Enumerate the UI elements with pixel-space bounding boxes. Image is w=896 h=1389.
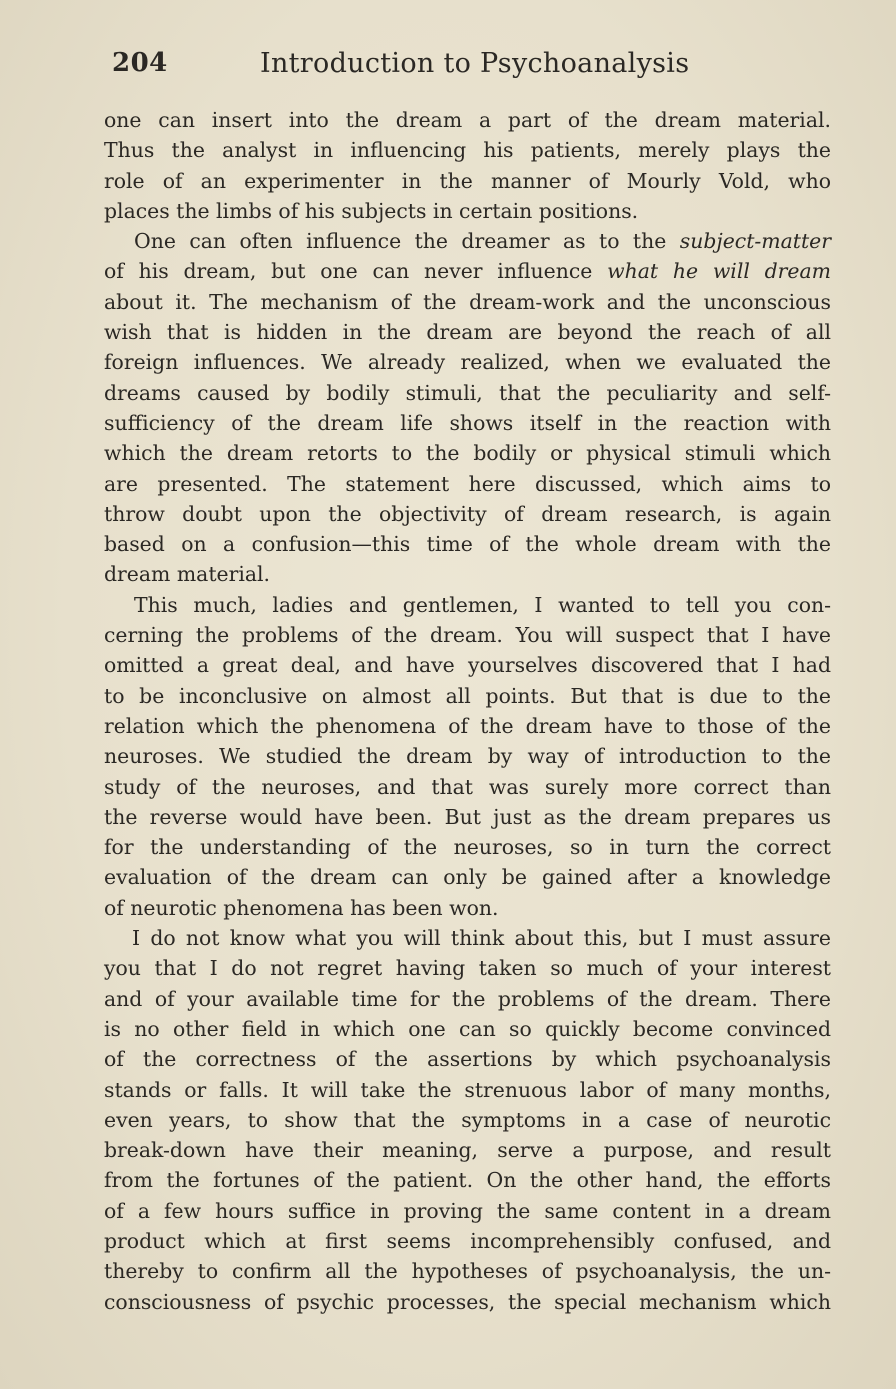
text-line: study of the neuroses, and that was surely more correct than bbox=[104, 774, 831, 799]
text-line: cerning the problems of the dream. You will suspect that I have bbox=[104, 623, 831, 648]
text-line: product which at first seems incomprehensibly confused, and bbox=[104, 1228, 831, 1253]
text-line: sufficiency of the dream life shows itself in the reaction with bbox=[104, 410, 831, 435]
text-line: dreams caused by bodily stimuli, that the peculiarity and self- bbox=[104, 380, 831, 405]
text-line: stands or falls. It will take the strenuous labor of many months, bbox=[104, 1077, 831, 1102]
page-number: 204 bbox=[112, 48, 168, 78]
text-line: the reverse would have been. But just as the dream prepares us bbox=[104, 804, 831, 829]
text-line: foreign influences. We already realized, when we evaluated the bbox=[104, 350, 831, 375]
text-line: consciousness of psychic processes, the special mechanism which bbox=[104, 1289, 831, 1314]
text-line bbox=[104, 256, 831, 286]
text-line: role of an experimenter in the manner of Mourly Vold, who bbox=[104, 168, 831, 193]
running-head: Introduction to Psychoanalysis bbox=[260, 48, 690, 79]
text-line: even years, to show that the symptoms in a case of neurotic bbox=[104, 1107, 831, 1132]
text-line: one can insert into the dream a part of the dream material. bbox=[104, 108, 831, 132]
text-line: based on a confusion—this time of the whole dream with the bbox=[104, 532, 831, 557]
italic-text: what he will dream bbox=[607, 259, 831, 284]
text-line: dream material. bbox=[104, 562, 271, 587]
text-line: are presented. The statement here discussed, which aims to bbox=[104, 471, 831, 496]
text-line: which the dream retorts to the bodily or physical stimuli which bbox=[104, 441, 831, 466]
text-line: and of your available time for the problems of the dream. There bbox=[104, 986, 831, 1011]
text-line: about it. The mechanism of the dream-work and the unconscious bbox=[104, 289, 831, 314]
text-segment: of his dream, but one can never influence bbox=[104, 259, 608, 284]
text-line: for the understanding of the neuroses, so in turn the correct bbox=[104, 835, 831, 860]
paragraph-start-line: I do not know what you will think about this, but I must assure bbox=[132, 926, 831, 951]
text-line: thereby to confirm all the hypotheses of psychoanalysis, the un- bbox=[104, 1259, 831, 1284]
text-line: is no other field in which one can so quickly become convinced bbox=[104, 1016, 831, 1041]
text-line: throw doubt upon the objectivity of dream research, is again bbox=[104, 501, 831, 526]
text-line: of a few hours suffice in proving the same content in a dream bbox=[104, 1198, 831, 1223]
text-line: to be inconclusive on almost all points. But that is due to the bbox=[104, 683, 831, 708]
text-line: of neurotic phenomena has been won. bbox=[104, 895, 499, 920]
text-line: break-down have their meaning, serve a purpose, and result bbox=[104, 1138, 831, 1163]
paragraph-start-line bbox=[104, 226, 831, 256]
text-line: relation which the phenomena of the dream have to those of the bbox=[104, 713, 831, 738]
text-line: you that I do not regret having taken so much of your interest bbox=[104, 956, 831, 981]
text-line: neuroses. We studied the dream by way of introduction to the bbox=[104, 744, 831, 769]
text-line: omitted a great deal, and have yourselves discovered that I had bbox=[104, 653, 831, 678]
paragraph-start-line: This much, ladies and gentlemen, I wanted to tell you con- bbox=[134, 592, 831, 617]
text-line: evaluation of the dream can only be gained after a knowledge bbox=[104, 865, 831, 890]
text-segment: One can often influence the dreamer as to the bbox=[134, 229, 680, 254]
text-line: wish that is hidden in the dream are beyond the reach of all bbox=[104, 320, 831, 345]
text-line: of the correctness of the assertions by which psychoanalysis bbox=[104, 1047, 831, 1072]
text-line: places the limbs of his subjects in certain positions. bbox=[104, 198, 639, 223]
text-line: from the fortunes of the patient. On the other hand, the efforts bbox=[104, 1168, 831, 1193]
page-header bbox=[112, 48, 832, 88]
text-line: Thus the analyst in influencing his patients, merely plays the bbox=[104, 138, 831, 163]
body-text bbox=[104, 105, 831, 1317]
italic-text: subject-matter bbox=[679, 229, 831, 254]
